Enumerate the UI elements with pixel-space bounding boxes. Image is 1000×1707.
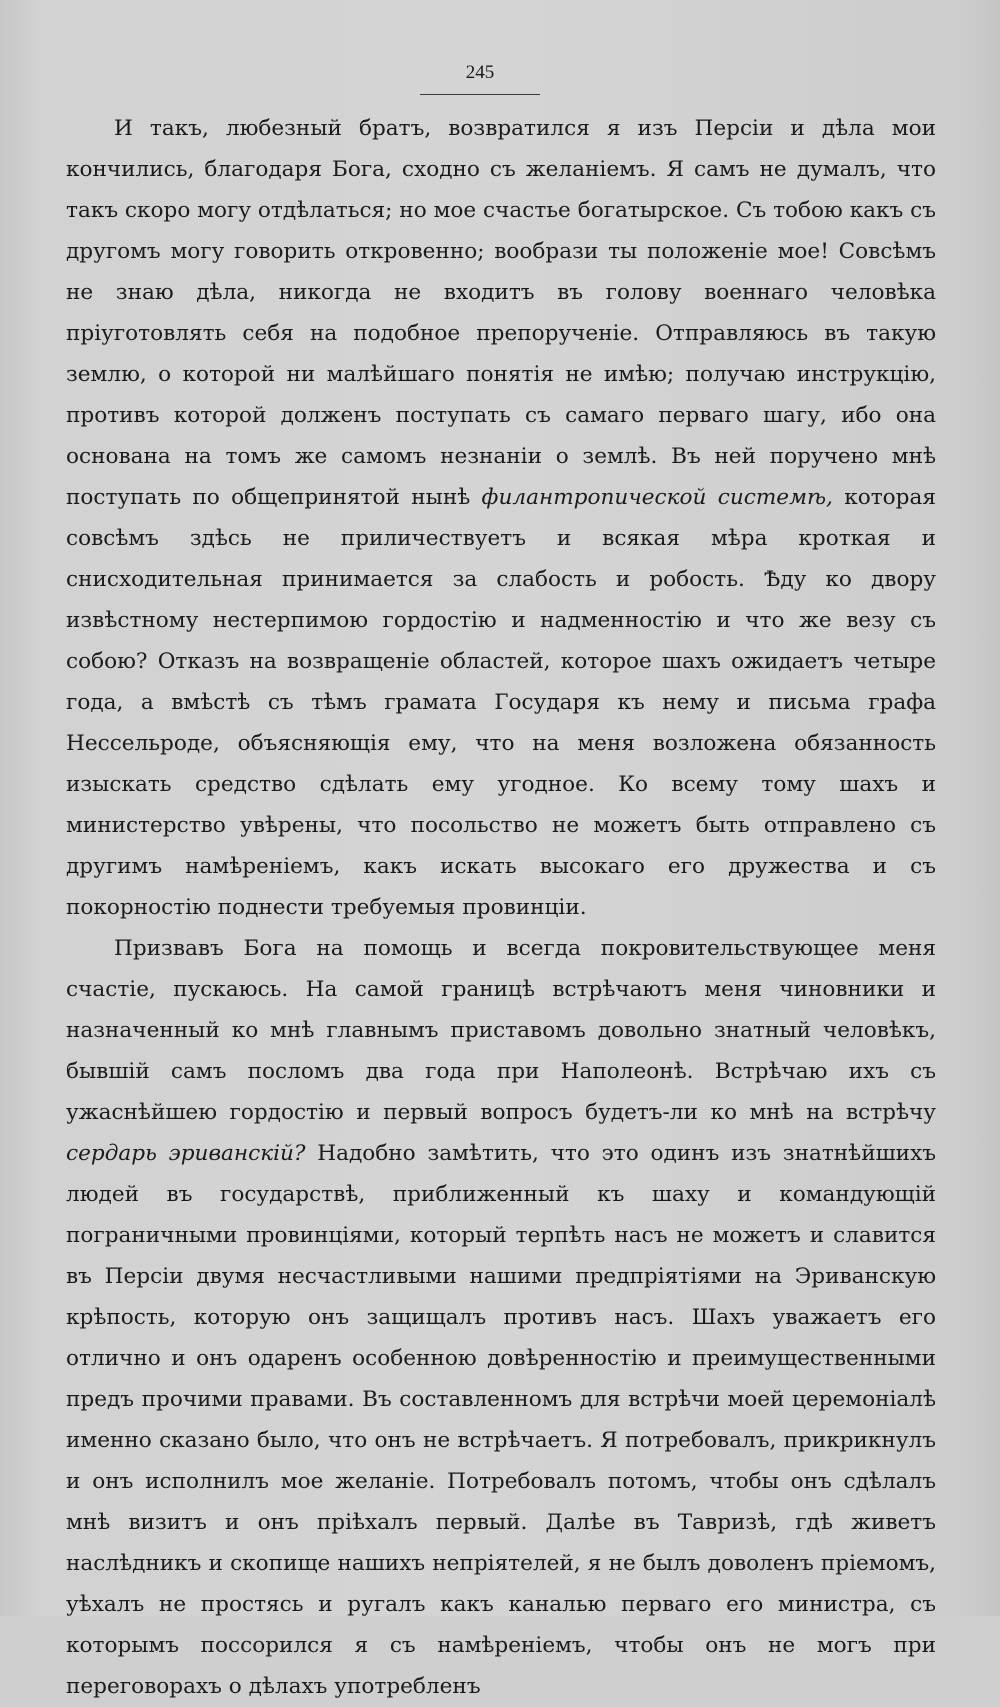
paragraph-1-text-a: И такъ, любезный братъ, возвратился я изъ Персіи и дѣла мои кончились, благодаря Бога, сходно съ желаніемъ. Я самъ не думалъ, что такъ скоро могу отдѣлаться; но мое счастье богатырское. Съ тобою какъ съ другомъ могу говорить откровенно; вообрази ты положеніе мое! Совсѣмъ не знаю дѣла, никогда не входитъ въ голову военнаго человѣка пріуготовлять себя на подобное препорученіе. Отправляюсь въ такую землю, о которой ни малѣйшаго понятія не имѣю; получаю инструкцію, противъ которой долженъ поступать съ самаго перваго шагу, ибо она основана на томъ же самомъ незнаніи о землѣ. Въ ней поручено мнѣ поступать по общепринятой нынѣ [66,116,936,510]
paragraph-2-text-b: Надобно замѣтить, что это одинъ изъ знатнѣйшихъ людей въ государствѣ, приближенный къ шаху и командующій пограничными провинціями, который терпѣть насъ не можетъ и славится въ Персіи двумя несчастливыми нашими предпріятіями на Эриванскую крѣпость, которую онъ защищалъ противъ насъ. Шахъ уважаетъ его отлично и онъ одаренъ особенною довѣренностію и преимущественными предъ прочими правами. Въ составленномъ для встрѣчи моей церемоніалѣ именно сказано было, что онъ не встрѣчаетъ. Я потребовалъ, прикрикнулъ и онъ исполнилъ мое желаніе. Потребовалъ потомъ, чтобы онъ сдѣлалъ мнѣ визитъ и онъ пріѣхалъ первый. Далѣе въ Тавризѣ, гдѣ живетъ наслѣдникъ и скопище нашихъ непріятелей, я не былъ доволенъ пріемомъ, уѣхалъ не простясь и ругалъ какъ каналью перваго его министра, съ которымъ поссорился я съ намѣреніемъ, чтобы онъ не могъ при переговорахъ о дѣлахъ употребленъ [66,1141,936,1699]
body-text [66,108,936,1707]
paragraph-1-italic: филантропической системѣ, [481,485,833,510]
paragraph-2-italic: сердарь эриванскій? [66,1141,306,1166]
paragraph-2 [66,928,936,1707]
page-number: 245 [465,62,495,83]
header-rule [420,94,540,95]
paragraph-1-text-b: которая совсѣмъ здѣсь не приличествуетъ и всякая мѣра кроткая и снисходительная принимается за слабость и робость. Ѣду ко двору извѣстному нестерпимою гордостію и надменностію и что же везу съ собою? Отказъ на возвращеніе областей, которое шахъ ожидаетъ четыре года, а вмѣстѣ съ тѣмъ грамата Государя къ нему и письма графа Нессельроде, объясняющія ему, что на меня возложена обязанность изыскать средство сдѣлать ему угодное. Ко всему тому шахъ и министерство увѣрены, что посольство не можетъ быть отправлено съ другимъ намѣреніемъ, какъ искать высокаго его дружества и съ покорностію поднести требуемыя провинціи. [66,485,936,920]
paragraph-1 [66,108,936,928]
paragraph-2-text-a: Призвавъ Бога на помощь и всегда покровительствующее меня счастіе, пускаюсь. На самой границѣ встрѣчаютъ меня чиновники и назначенный ко мнѣ главнымъ приставомъ довольно знатный человѣкъ, бывшій самъ посломъ два года при Наполеонѣ. Встрѣчаю ихъ съ ужаснѣйшею гордостію и первый вопросъ будетъ-ли ко мнѣ на встрѣчу [66,936,936,1125]
